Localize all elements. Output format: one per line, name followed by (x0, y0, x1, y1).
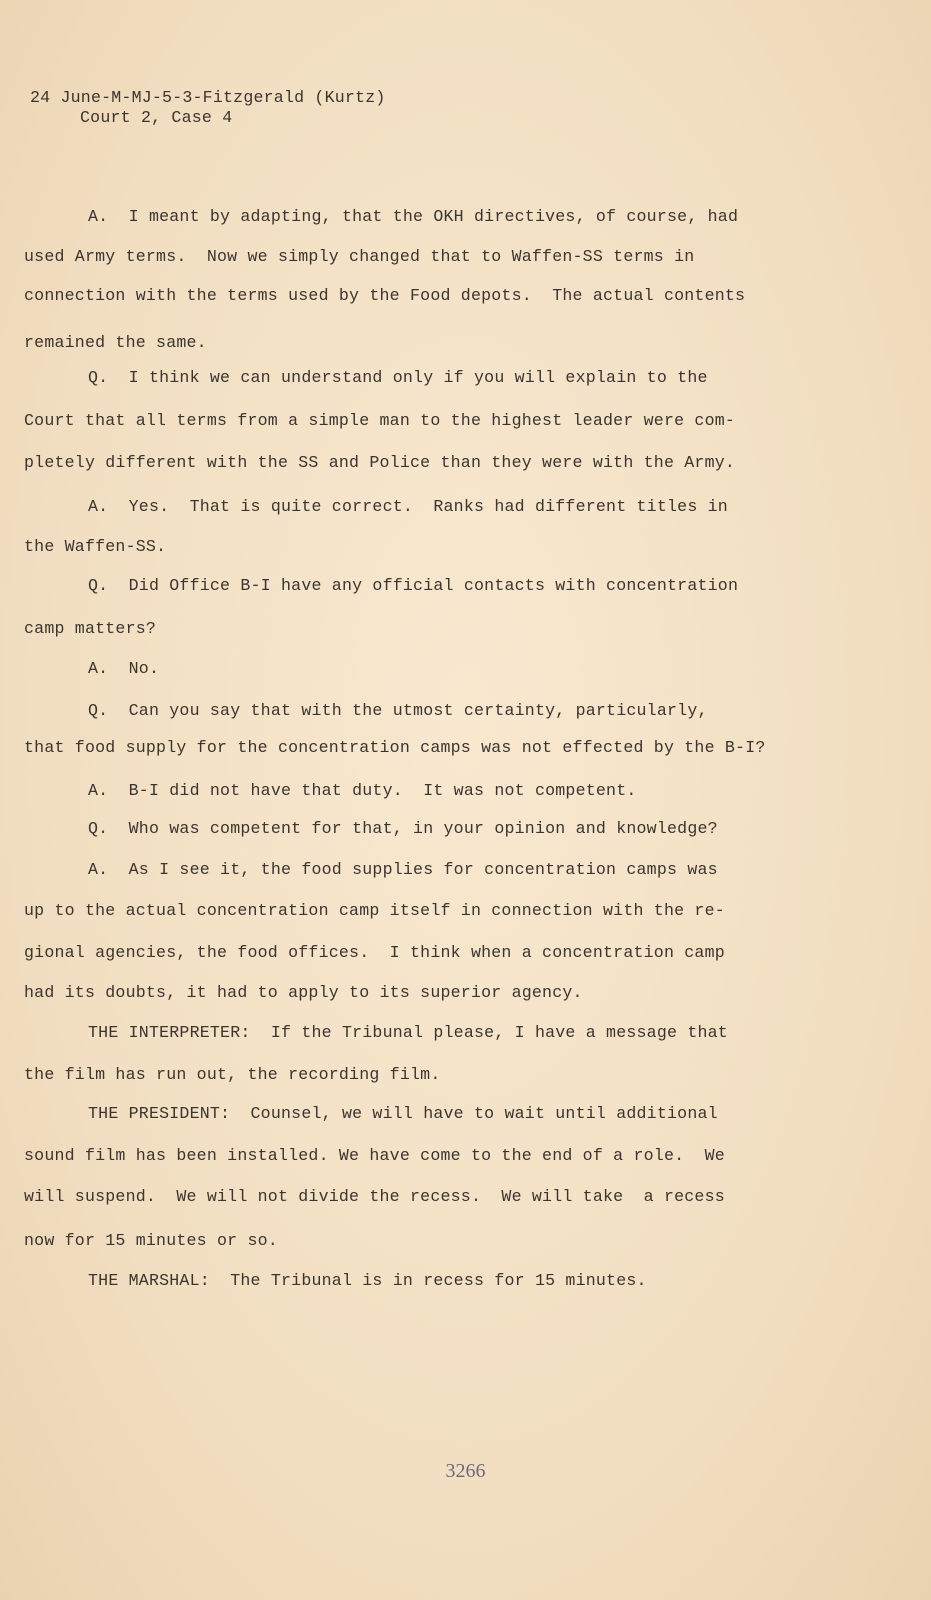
transcript-line: A. I meant by adapting, that the OKH directives, of course, had (88, 207, 739, 226)
transcript-line: Q. Did Office B-I have any official contacts with concentration (88, 576, 739, 595)
transcript-line: A. No. (88, 659, 160, 678)
header-line-2: Court 2, Case 4 (80, 108, 233, 127)
transcript-line: THE MARSHAL: The Tribunal is in recess for 15 minutes. (88, 1271, 647, 1290)
transcript-line: had its doubts, it had to apply to its superior agency. (24, 983, 583, 1002)
transcript-line: used Army terms. Now we simply changed that to Waffen-SS terms in (24, 247, 695, 266)
transcript-line: Court that all terms from a simple man to the highest leader were com- (24, 411, 736, 430)
transcript-line: A. Yes. That is quite correct. Ranks had different titles in (88, 497, 728, 516)
transcript-line: camp matters? (24, 619, 157, 638)
transcript-line: Q. Who was competent for that, in your opinion and knowledge? (88, 819, 718, 838)
transcript-line: A. B-I did not have that duty. It was not competent. (88, 781, 637, 800)
page-number: 3266 (445, 1460, 486, 1482)
transcript-line: Q. Can you say that with the utmost certainty, particularly, (88, 701, 708, 720)
transcript-line: A. As I see it, the food supplies for concentration camps was (88, 860, 718, 879)
transcript-line: connection with the terms used by the Food depots. The actual contents (24, 286, 746, 305)
transcript-line: up to the actual concentration camp itself in connection with the re- (24, 901, 725, 920)
transcript-line: the Waffen-SS. (24, 537, 167, 556)
transcript-line: THE INTERPRETER: If the Tribunal please, I have a message that (88, 1023, 728, 1042)
transcript-line: sound film has been installed. We have come to the end of a role. We (24, 1146, 725, 1165)
header-line-1: 24 June-M-MJ-5-3-Fitzgerald (Kurtz) (30, 88, 386, 107)
transcript-line: gional agencies, the food offices. I think when a concentration camp (24, 943, 725, 962)
transcript-line: Q. I think we can understand only if you will explain to the (88, 368, 708, 387)
transcript-line: pletely different with the SS and Police than they were with the Army. (24, 453, 736, 472)
transcript-line: that food supply for the concentration camps was not effected by the B-I? (24, 738, 766, 757)
transcript-line: remained the same. (24, 333, 207, 352)
transcript-line: will suspend. We will not divide the recess. We will take a recess (24, 1187, 725, 1206)
transcript-line: THE PRESIDENT: Counsel, we will have to wait until additional (88, 1104, 718, 1123)
transcript-line: the film has run out, the recording film. (24, 1065, 441, 1084)
transcript-line: now for 15 minutes or so. (24, 1231, 278, 1250)
